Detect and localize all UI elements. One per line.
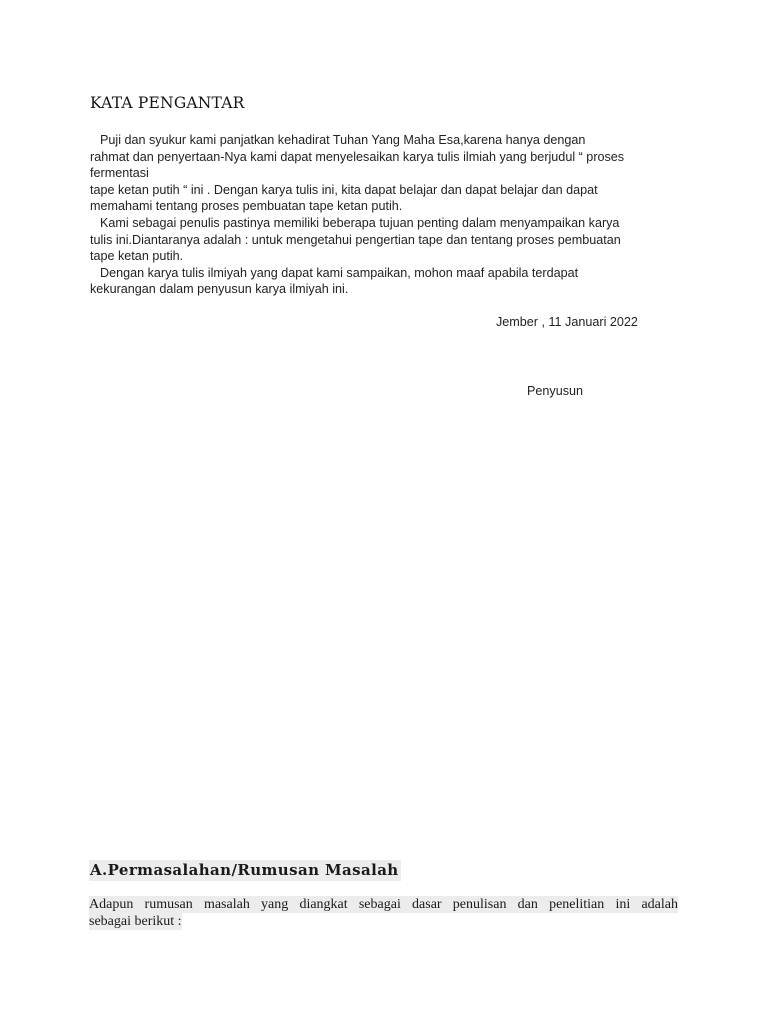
preface-line: kekurangan dalam penyusun karya ilmiyah ini. [90,282,349,297]
section-heading: A.Permasalahan/Rumusan Masalah [90,861,399,879]
section-paragraph-line: Adapun rumusan masalah yang diangkat sebagai dasar penulisan dan penelitian ini adalah [89,897,678,912]
document-title: KATA PENGANTAR [90,94,245,112]
preface-paragraph [90,132,690,298]
section-paragraph [89,896,678,930]
section-paragraph-line: sebagai berikut : [89,914,182,929]
preface-line: fermentasi [90,166,149,181]
preface-line: Dengan karya tulis ilmiyah yang dapat kami sampaikan, mohon maaf apabila terdapat [100,265,579,280]
place-date: Jember , 11 Januari 2022 [496,315,638,329]
preface-line: tape ketan putih “ ini . Dengan karya tulis ini, kita dapat belajar dan dapat belajar dan dapat [90,182,598,197]
signer-label: Penyusun [527,384,584,398]
preface-line: tape ketan putih. [90,249,184,264]
preface-line: Puji dan syukur kami panjatkan kehadirat Tuhan Yang Maha Esa,karena hanya dengan [100,133,586,147]
preface-line: rahmat dan penyertaan-Nya kami dapat menyelesaikan karya tulis ilmiah yang berjudul “ proses [90,149,625,164]
preface-line: Kami sebagai penulis pastinya memiliki beberapa tujuan penting dalam menyampaikan karya [100,215,620,230]
preface-line: tulis ini.Diantaranya adalah : untuk mengetahui pengertian tape dan tentang proses pembuatan [90,232,621,247]
preface-line: memahami tentang proses pembuatan tape ketan putih. [90,199,403,214]
